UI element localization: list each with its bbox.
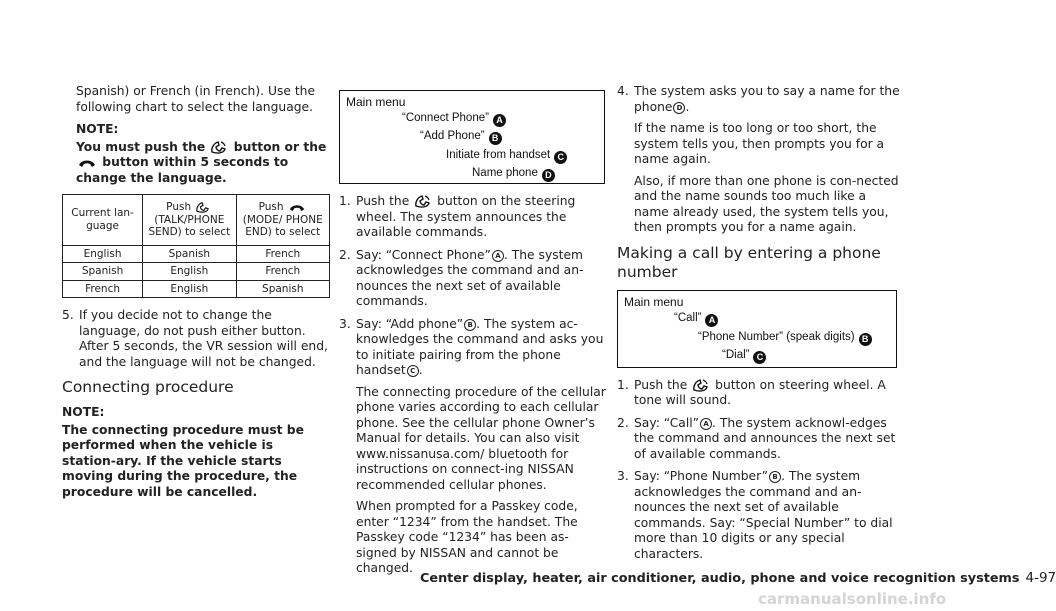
menu-item: Name phone D (472, 166, 555, 182)
menu-item: “Dial” C (722, 348, 766, 364)
section-heading-call: Making a call by entering a phone number (617, 243, 881, 281)
list-item (62, 308, 330, 370)
list-item (339, 194, 607, 241)
lead-paragraph: Spanish) or French (in French). Use the following chart to select the language. (76, 84, 316, 114)
callout-badge: A (705, 314, 718, 327)
phone-talk-icon (195, 201, 211, 213)
header-push-talk: Push (TALK/PHONE SEND) to select (143, 195, 236, 246)
table-row (63, 263, 330, 281)
table-cell: Spanish (63, 263, 143, 281)
phone-talk-icon (692, 378, 710, 392)
step-text: The system asks you to say a name for the phone D . If the name is too long or too short, the system tells you, then prompts you for a name again. Also, if more than one phone is con-nected and the name sounds too much like a name already used, the system tells you, then prompts you for a name again. (634, 84, 900, 234)
menu-item: Initiate from handset C (446, 148, 567, 164)
note-heading: NOTE: (76, 122, 119, 136)
table-cell: Spanish (143, 245, 236, 263)
step-text: Push the button on the steering wheel. The system announces the available commands. (356, 194, 576, 239)
menu-item: “Add Phone” B (420, 129, 502, 145)
header-push-end: Push (MODE/ PHONE END) to select (236, 195, 329, 246)
step-list (339, 194, 607, 577)
list-item (617, 416, 901, 463)
menu-title: Main menu (346, 95, 406, 109)
step-number: 1. (339, 194, 351, 208)
callout-badge: B (859, 333, 872, 346)
step-detail: The connecting procedure of the cellular phone varies according to each cellular phone. See the cellular phone Owner’s Manual for details. You can also visit www.nissanusa.com/ bluetooth for instructions on connect-ing NISSAN recommended cellular phones. (356, 384, 606, 492)
header-current-language: Current lan-guage (63, 195, 143, 246)
callout-marker: B (464, 319, 476, 331)
step-text: If you decide not to change the language, do not push either button. After 5 seconds, the VR session will end, and the language will not be changed. (79, 308, 328, 369)
menu-item: “Phone Number” (speak digits) B (698, 330, 872, 346)
table-cell: Spanish (236, 280, 329, 298)
note2-text: The connecting procedure must be performed when the vehicle is station-ary. If the vehicle starts moving during the procedure, the procedure will be cancelled. (62, 422, 304, 499)
column-3 (617, 84, 901, 569)
page-footer (420, 570, 1056, 586)
phone-end-icon (77, 157, 97, 169)
step-text: Say: “Add phone” B . The system ac-knowledges the command and asks you to initiate pairing from the phone handset C . The connecting procedure of the cellular phone varies according to each cellular phone. See the cellular phone Owner’s Manual for details. You can also visit www.nissanusa.com/ bluetooth for instructions on connect-ing NISSAN recommended cellular phones. When prompted for a Passkey code, enter “1234” from the handset. The Passkey code “1234” has been as-signed by NISSAN and cannot be changed. (356, 316, 606, 575)
footer-section-title: Center display, heater, air conditioner, audio, phone and voice recognition systems (420, 571, 1020, 586)
step-list (617, 378, 901, 563)
step-text: Say: “Phone Number” B . The system acknowledges the command and an-nounces the next set of available commands. Say: “Special Number” to dial more than 10 digits or any special characters. (634, 469, 893, 561)
step-number: 3. (339, 316, 351, 331)
step-list (62, 308, 330, 370)
table-cell: French (236, 245, 329, 263)
step-number: 2. (339, 247, 351, 262)
step-number: 3. (617, 469, 629, 483)
callout-badge: D (542, 169, 555, 182)
page-number: 4-97 (1025, 570, 1056, 586)
callout-marker: B (769, 471, 781, 483)
step-number: 1. (617, 377, 629, 392)
callout-badge: C (554, 151, 567, 164)
menu-item: “Connect Phone” A (402, 111, 506, 127)
connect-menu-diagram (339, 90, 605, 184)
list-item (339, 248, 607, 310)
language-table (62, 194, 330, 298)
list-item (339, 317, 607, 577)
table-header-row (63, 195, 330, 246)
table-cell: English (143, 280, 236, 298)
step-number: 4. (617, 84, 629, 98)
note-block (76, 122, 330, 186)
callout-marker: D (673, 102, 685, 114)
list-item (617, 469, 901, 562)
step-detail: If the name is too long or too short, the system tells you, then prompts you for a name again. (634, 121, 885, 166)
menu-title: Main menu (624, 294, 684, 309)
column-1 (62, 84, 330, 508)
table-row (63, 280, 330, 298)
note2-heading: NOTE: (62, 405, 105, 419)
step-number: 5. (62, 308, 74, 322)
table-cell: English (63, 245, 143, 263)
list-item (617, 378, 901, 409)
step-text: Say: “Call” A . The system acknowl-edges the command and announces the next set of available commands. (634, 415, 896, 461)
callout-badge: A (493, 114, 506, 127)
table-cell: French (236, 263, 329, 281)
step-text: Push the button on steering wheel. A tone will sound. (634, 377, 886, 407)
menu-item: “Call” A (674, 311, 718, 327)
call-menu-diagram (617, 290, 897, 368)
callout-marker: A (700, 418, 712, 430)
step-detail: Also, if more than one phone is con-nected and the name sounds too much like a name already used, the system tells you, then prompts you for a name again. (634, 173, 899, 234)
phone-end-icon (288, 202, 306, 213)
callout-badge: B (489, 132, 502, 145)
callout-marker: A (492, 250, 504, 262)
column-2 (339, 90, 607, 584)
callout-marker: C (407, 365, 419, 377)
list-item (617, 84, 901, 236)
step-number: 2. (617, 415, 629, 430)
table-cell: French (63, 280, 143, 298)
table-row (63, 245, 330, 263)
table-cell: English (143, 263, 236, 281)
phone-talk-icon (414, 194, 432, 208)
phone-talk-icon (210, 140, 228, 154)
step-detail: When prompted for a Passkey code, enter “1234” from the handset. The Passkey code “1234” has been as-signed by NISSAN and cannot be changed. (356, 499, 578, 575)
callout-badge: C (753, 351, 766, 364)
note-text: You must push the button or the button within 5 seconds to change the language. (76, 139, 327, 185)
watermark: carmanualsonline.info (758, 590, 947, 608)
section-heading-connecting: Connecting procedure (62, 378, 234, 396)
step-text: Say: “Connect Phone” A . The system acknowledges the command and an-nounces the next set of available commands. (356, 247, 584, 308)
step-list (617, 84, 901, 236)
